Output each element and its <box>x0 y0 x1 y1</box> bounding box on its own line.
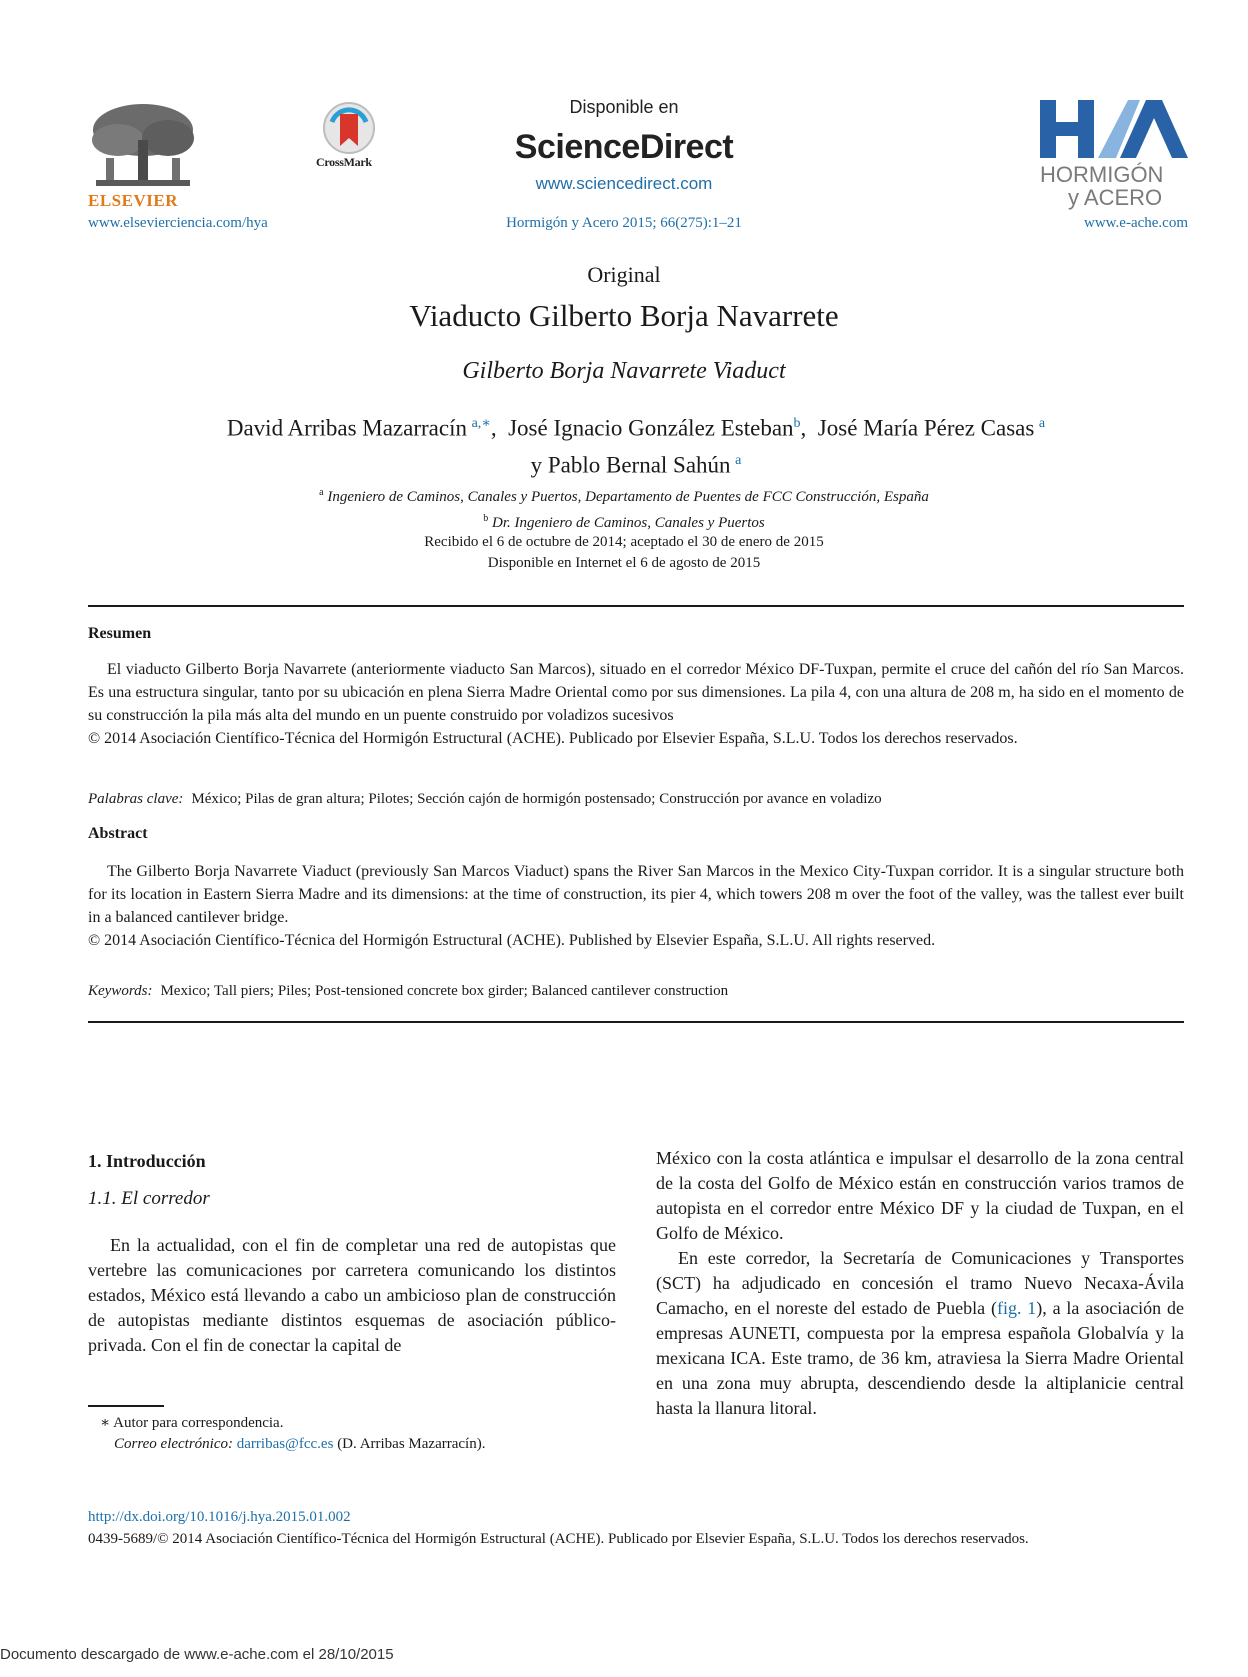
author-name: José María Pérez Casas <box>817 415 1035 441</box>
body-paragraph: En la actualidad, con el fin de completar una red de autopistas que vertebre las comunicaciones por carretera comunicando los distintos estados, México está llevando a cabo un ambicioso plan de construcción de autopistas mediante distintos esquemas de asociación público-privada. Con el fin de conectar la capital de <box>88 1235 616 1355</box>
crossmark-label: CrossMark <box>316 155 372 169</box>
affiliation-item: $^b$ Dr. Ingeniero de Caminos, Canales y Puertos <box>483 513 765 531</box>
author-affiliation-mark[interactable]: a <box>735 452 742 468</box>
section-heading: 1. Introducción <box>88 1151 206 1171</box>
elsevierciencia-link[interactable]: www.elsevierciencia.com/hya <box>88 215 268 231</box>
keywords-value: México; Pilas de gran altura; Pilotes; Sección cajón de hormigón postensado; Construcción por avance en voladizo <box>191 791 882 807</box>
email-owner: (D. Arribas Mazarracín). <box>337 1436 486 1452</box>
abstract-text: The Gilberto Borja Navarrete Viaduct (previously San Marcos Viaduct) spans the River San Marcos in the Mexico City-Tuxpan corridor. It is a singular structure both for its location in Eastern Sierra Madre and its dimensions: at the time of construction, its pier 4, which towers 208 m over the foot of the valley, was the tallest ever built in a balanced cantilever bridge. <box>88 863 1184 926</box>
footnote-divider <box>88 1405 164 1407</box>
ha-logo-line1: HORMIGÓN <box>1040 162 1164 187</box>
resumen-text: El viaducto Gilberto Borja Navarrete (anteriormente viaducto San Marcos), situado en el corredor México DF-Tuxpan, permite el cruce del cañón del río San Marcos. Es una estructura singular, tanto por su ubicación en plena Sierra Madre Oriental como por sus dimensiones. La pila 4, con una altura de 208 m, ha sido en el momento de su construcción la pila más alta del mundo en un puente construido por voladizos sucesivos <box>88 661 1184 724</box>
figure-reference-link[interactable]: fig. 1 <box>996 1298 1037 1318</box>
ha-logo-line2: y ACERO <box>1068 185 1163 210</box>
abstract-keywords <box>88 983 728 1000</box>
online-date: Disponible en Internet el 6 de agosto de 2015 <box>487 555 761 571</box>
received-date: Recibido el 6 de octubre de 2014; aceptado el 30 de enero de 2015 <box>424 534 824 550</box>
author-list: David Arribas Mazarracín $^{a,∗}$, José Ignacio González Esteban$^b$, José María Pérez Casas $^a$ y Pablo Bernal Sahún $^a$ <box>226 415 1046 478</box>
abstract-copyright: © 2014 Asociación Científico-Técnica del Hormigón Estructural (ACHE). Published by Elsevier España, S.L.U. All rights reserved. <box>88 932 936 949</box>
article-subtitle: Gilberto Borja Navarrete Viaduct <box>462 358 786 384</box>
affiliation-item: $^a$ Ingeniero de Caminos, Canales y Puertos, Departamento de Puentes de FCC Construcción, España <box>319 487 929 505</box>
email-link[interactable]: darribas@fcc.es <box>236 1436 334 1452</box>
resumen-copyright: © 2014 Asociación Científico-Técnica del Hormigón Estructural (ACHE). Publicado por Elsevier España, S.L.U. Todos los derechos reservados. <box>88 730 1018 747</box>
resumen-body <box>88 658 1184 750</box>
author-affiliation-mark[interactable]: a,∗ <box>471 416 491 431</box>
abstract-body <box>88 860 1184 952</box>
abstract-heading: Abstract <box>88 825 148 842</box>
author-affiliation-mark[interactable]: b <box>793 416 801 431</box>
footnote-correspondence: ∗ Autor para correspondencia. <box>100 1415 284 1431</box>
article-dates <box>0 532 1248 574</box>
e-ache-link[interactable]: www.e-ache.com <box>1084 215 1188 231</box>
available-in-label: Disponible en <box>569 97 679 117</box>
resumen-keywords <box>88 791 882 808</box>
author-name: José Ignacio González Esteban <box>508 415 794 441</box>
journal-citation: Hormigón y Acero 2015; 66(275):1–21 <box>506 215 742 231</box>
download-note: Documento descargado de www.e-ache.com el 28/10/2015 <box>0 1646 394 1663</box>
author-name: y Pablo Bernal Sahún <box>530 452 731 478</box>
author-affiliation-mark[interactable]: a <box>1038 416 1046 431</box>
resumen-heading: Resumen <box>88 625 152 642</box>
keywords-label: Keywords: <box>88 983 153 999</box>
keywords-label: Palabras clave: <box>88 791 184 807</box>
body-paragraph: En este corredor, la Secretaría de Comunicaciones y Transportes (SCT) ha adjudicado en concesión el tramo Nuevo Necaxa-Ávila Camacho, en el noreste del estado de Puebla (fig. 1), a la asociación de empresas AUNETI, compuesta por la empresa española Globalvía y la mexicana ICA. Este tramo, de 36 km, atraviesa la Sierra Madre Oriental en una zona muy abrupta, descendiendo desde la altiplanicie central hasta la llanura litoral. <box>656 1248 1184 1418</box>
affiliations <box>0 482 1248 534</box>
elsevier-wordmark: ELSEVIER <box>88 191 178 210</box>
body-left-column <box>88 1149 616 1358</box>
footnote-email <box>114 1434 485 1455</box>
keywords-value: Mexico; Tall piers; Piles; Post-tensioned concrete box girder; Balanced cantilever construction <box>160 983 729 999</box>
divider <box>88 605 1184 607</box>
email-label: Correo electrónico: <box>114 1436 233 1452</box>
doi-link[interactable]: http://dx.doi.org/10.1016/j.hya.2015.01.002 <box>88 1509 351 1525</box>
body-right-column <box>656 1146 1184 1421</box>
body-paragraph: México con la costa atlántica e impulsar el desarrollo de la zona central de la costa del Golfo de México están en construcción varios tramos de autopista en el corredor entre México DF y la ciudad de Tuxpan, en el Golfo de México. <box>656 1148 1184 1243</box>
author-name: David Arribas Mazarracín <box>226 415 467 441</box>
article-type: Original <box>587 262 661 287</box>
hormigon-acero-logo <box>1040 100 1190 210</box>
issn-copyright: 0439-5689/© 2014 Asociación Científico-Técnica del Hormigón Estructural (ACHE). Publicado por Elsevier España, S.L.U. Todos los derechos reservados. <box>88 1531 1029 1547</box>
subsection-heading: 1.1. El corredor <box>88 1188 210 1209</box>
sciencedirect-link[interactable]: www.sciencedirect.com <box>535 174 713 193</box>
sciencedirect-logo: ScienceDirect <box>514 128 734 166</box>
divider <box>88 1021 1184 1023</box>
article-title: Viaducto Gilberto Borja Navarrete <box>409 298 839 333</box>
